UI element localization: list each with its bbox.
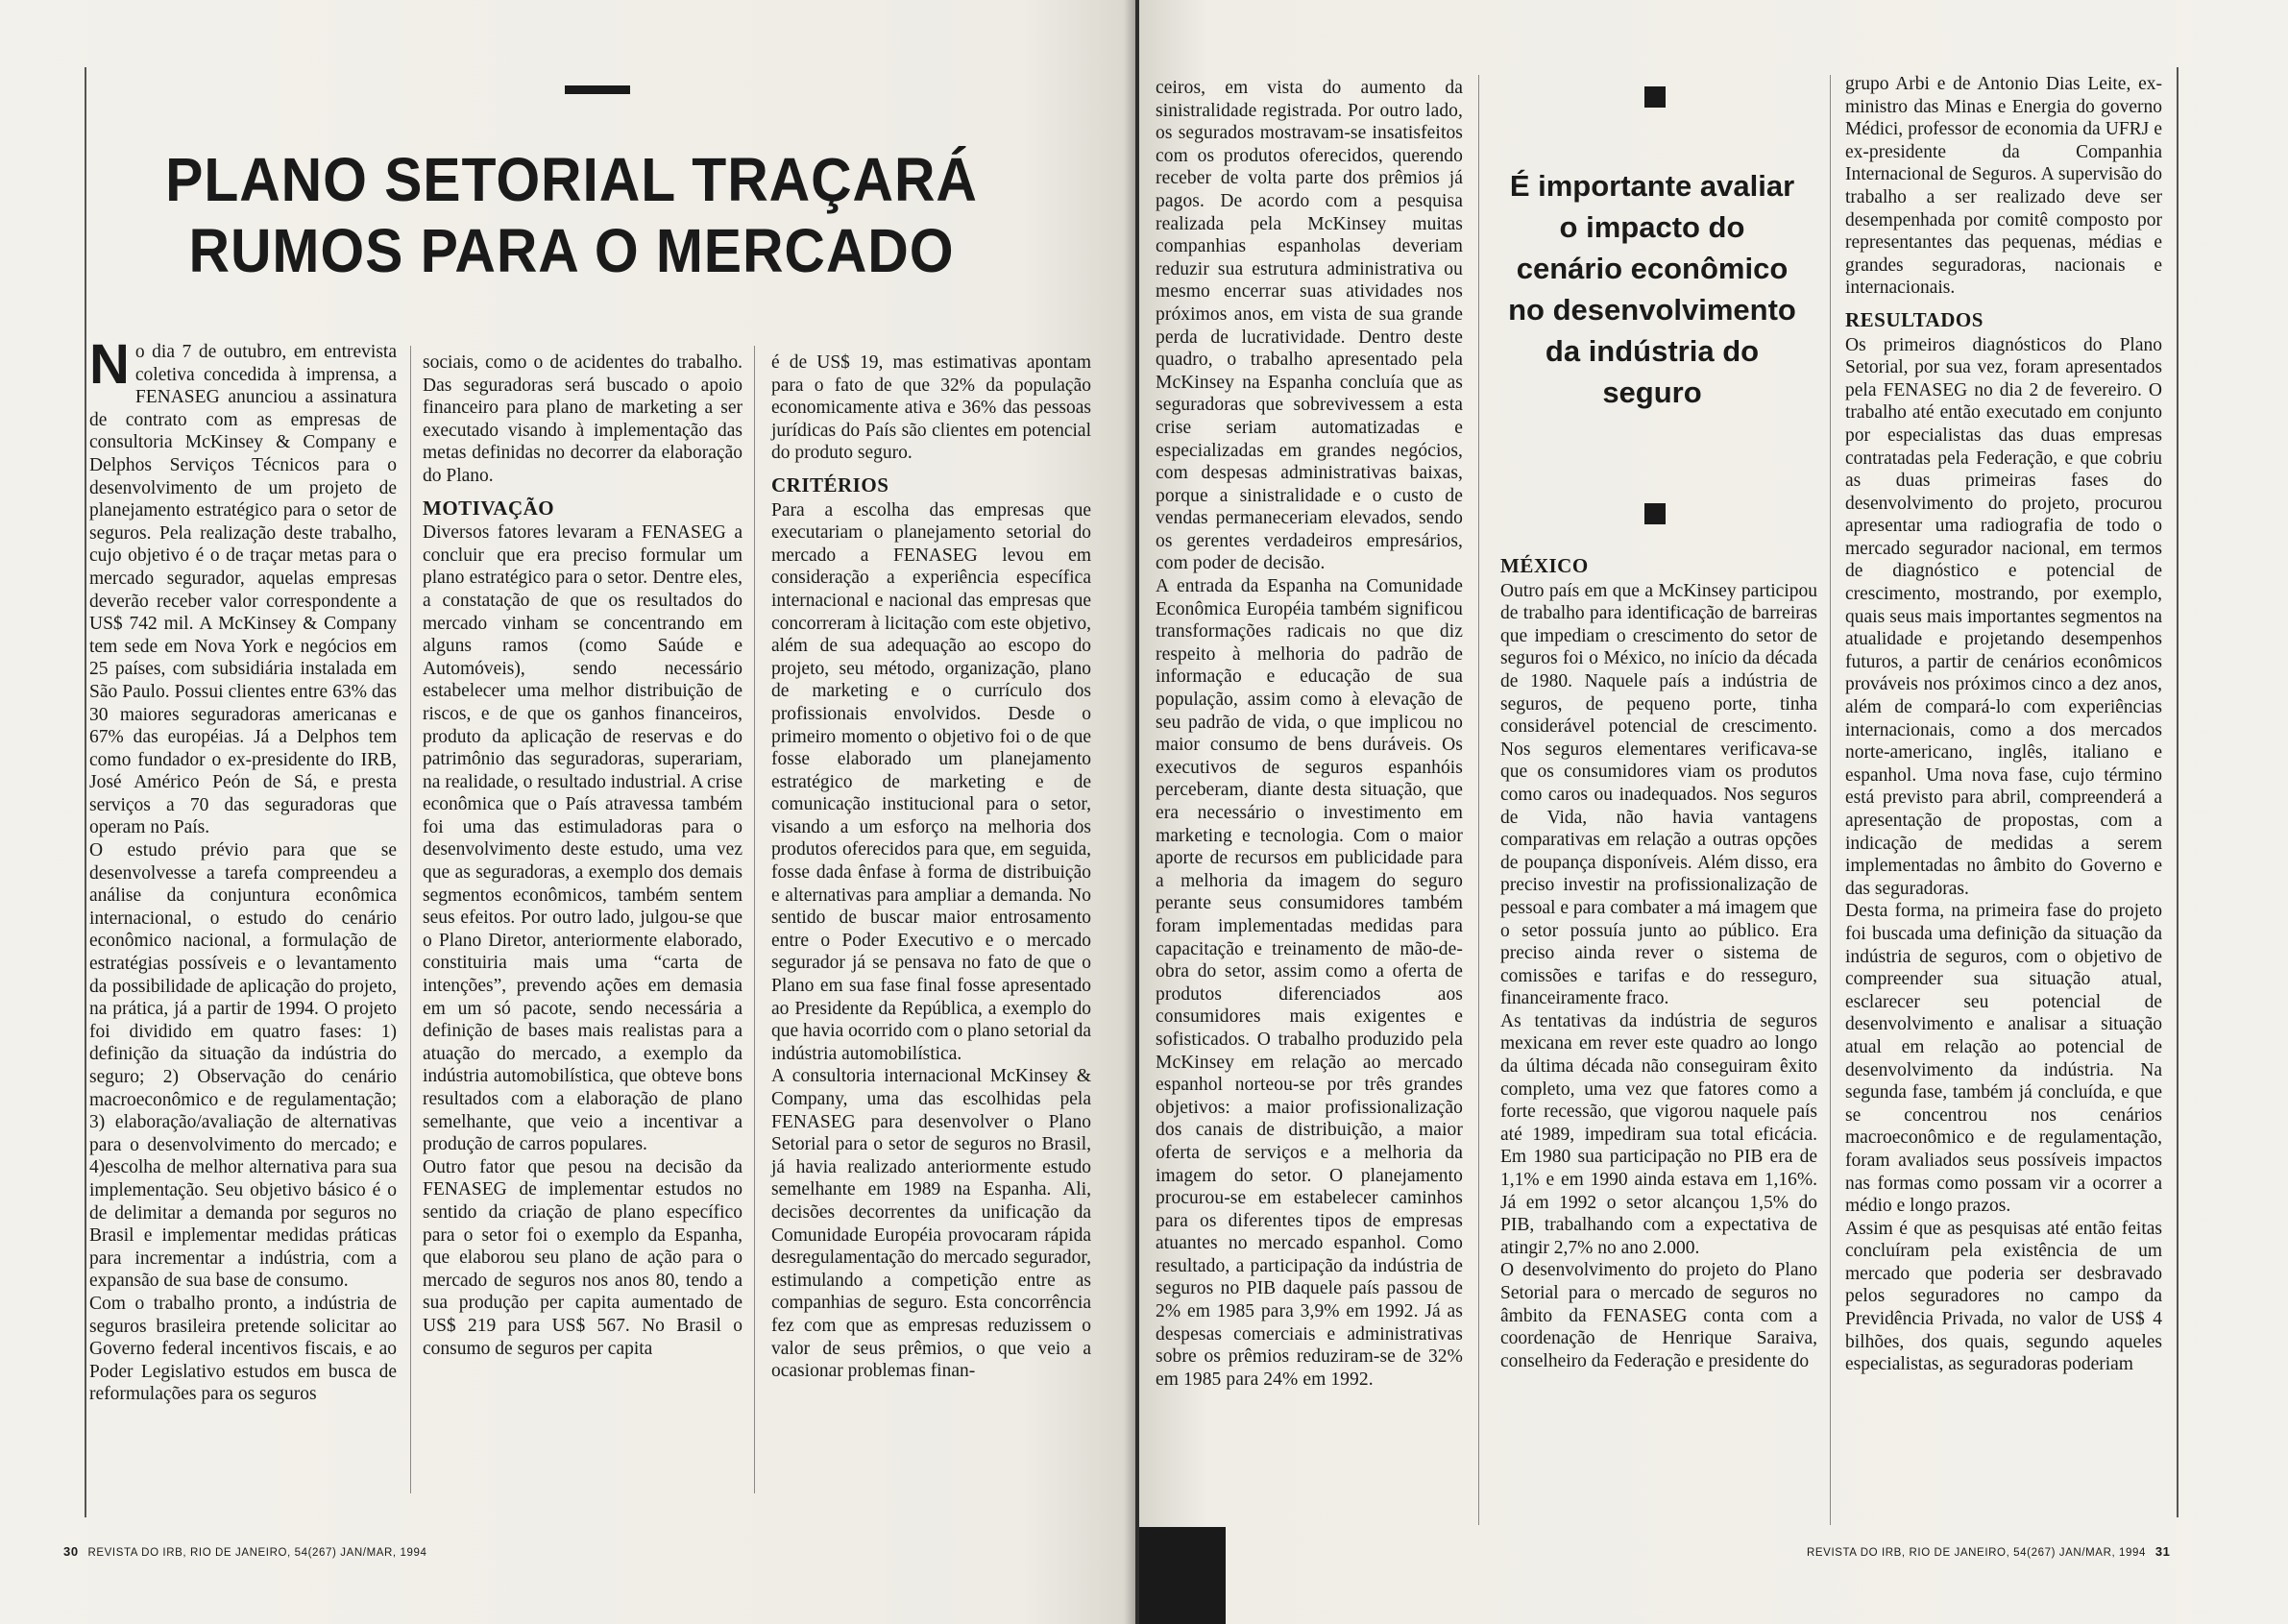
left-column-1 — [89, 333, 397, 1406]
pull-quote: É importante avaliar o impacto do cenário econômico no desenvolvimento da indústria do seguro — [1508, 169, 1796, 409]
column-divider — [754, 346, 755, 1493]
paragraph: Para a escolha das empresas que executariam o planejamento setorial do mercado a FENASEG levou em consideração a experiência específica internacional e nacional das empresas que concorreram à licitação com este objetivo, além de sua adequação ao escopo do projeto, seu método, organização, plano de marketing e o currículo dos profissionais envolvidos. Desde o primeiro momento o objetivo foi o de que fosse elaborado um planejamento estratégico de marketing e de comunicação institucional para o setor, visando a um esforço na melhoria dos produtos oferecidos para que, em seguida, fosse dada ênfase à forma de distribuição e alternativas para ampliar a demanda. No sentido de buscar maior entrosamento entre o Poder Executivo e o mercado segurador já se pensava no fato de que o Plano em sua fase final fosse apresentado ao Presidente da República, a exemplo do que havia ocorrido com o plano setorial da indústria automobilística. — [771, 499, 1092, 1064]
footer-credit: REVISTA DO IRB, RIO DE JANEIRO, 54(267) JAN/MAR, 1994 — [1807, 1547, 2147, 1559]
right-column-1 — [1156, 77, 1463, 1391]
paragraph: grupo Arbi e de Antonio Dias Leite, ex-ministro das Minas e Energia do governo Médici, professor de economia da UFRJ e ex-presidente da Companhia Internacional de Seguros. A supervisão do trabalho a ser realizado deve ser desempenhada por comitê composto por representantes das pequenas, médias e grandes seguradoras, nacionais e internacionais. — [1845, 74, 2162, 299]
left-page — [0, 0, 1135, 1624]
paragraph: Diversos fatores levaram a FENASEG a concluir que era preciso formular um plano estratégico para o setor. Dentre eles, a constatação de que os resultados do mercado vinham se concentrando em alguns ramos (como Saúde e Automóveis), sendo necessário estabelecer uma melhor distribuição de riscos, e de que os ganhos financeiros, produto da aplicação de reservas e do patrimônio das seguradoras, superariam, na realidade, o resultado industrial. A crise econômica que o País atravessa também foi uma das estimuladoras para o desenvolvimento deste estudo, uma vez que as seguradoras, a exemplo dos demais segmentos econômicos, também sentem seus efeitos. Por outro lado, julgou-se que o Plano Diretor, anteriormente elaborado, constituiria mais uma “carta de intenções”, prevendo ações em demasia em um só pacote, sendo necessária a definição de bases mais realistas para a atuação do mercado, a exemplo da indústria automobilística, que obteve bons resultados com a elaboração de plano semelhante, que veio a incentivar a produção de carros populares. — [423, 522, 742, 1155]
column-divider — [1830, 75, 1831, 1525]
column-divider — [410, 346, 411, 1493]
square-bullet-top — [1644, 86, 1666, 108]
paragraph: A entrada da Espanha na Comunidade Econômica Européia também significou transformações radicais no que diz respeito à melhoria do padrão de informação e educação de sua população, assim como à elevação de seu padrão de vida, o que implicou no maior consumo de bens duráveis. Os executivos de seguros espanhóis perceberam, diante desta situação, que era necessário o investimento em marketing e tecnologia. Com o maior aporte de recursos em publicidade para a melhoria da imagem do seguro perante seus consumidores também foram implementadas medidas para capacitação e treinamento de mão-de-obra do setor, assim como a oferta de produtos diferenciados aos consumidores mais exigentes e sofisticados. O trabalho produzido pela McKinsey em relação ao mercado espanhol norteou-se por três grandes objetivos: a maior profissionalização dos canais de distribuição, a maior oferta de serviços e a melhoria da imagem do setor. O planejamento procurou-se em estabelecer caminhos para os diferentes tipos de empresas atuantes no mercado espanhol. Como resultado, a participação da indústria de seguros no PIB daquele país passou de 2% em 1985 para 3,9% em 1992. Já as despesas comerciais e administrativas sobre os prêmios reduziram-se de 32% em 1985 para 24% em 1992. — [1156, 576, 1463, 1390]
paragraph: O desenvolvimento do projeto do Plano Setorial para o mercado de seguros no âmbito da FENASEG conta com a coordenação de Henrique Saraiva, conselheiro da Federação e presidente do — [1500, 1260, 1817, 1371]
right-column-2 — [1500, 555, 1817, 1372]
paragraph: Outro país em que a McKinsey participou de trabalho para identificação de barreiras que impediam o crescimento do setor de seguros foi o México, no início da década de 1980. Naquele país a indústria de seguros, de pequeno porte, tinha considerável potencial de crescimento. Nos seguros elementares verificava-se que os consumidores viam os produtos como caros ou inadequados. Nos seguros de Vida, não havia vantagens comparativas em relação a outras opções de poupança disponíveis. Além disso, era preciso investir na profissionalização de pessoal e para combater a má imagem que o setor possuía junto ao público. Era preciso ainda rever o sistema de comissões e tarifas e do resseguro, financeiramente fraco. — [1500, 580, 1817, 1009]
paragraph: é de US$ 19, mas estimativas apontam para o fato de que 32% da população economicamente ativa e 36% das pessoas jurídicas do País são clientes em potencial do produto seguro. — [771, 352, 1091, 464]
paragraph: Assim é que as pesquisas até então feitas concluíram pela existência de um mercado que poderia ser desbravado pelos seguradores no campo da Previdência Privada, no valor de US$ 4 bilhões, dos quais, segundo aqueles especialistas, as seguradoras poderiam — [1845, 1218, 2162, 1375]
paragraph: Os primeiros diagnósticos do Plano Setorial, por sua vez, foram apresentados pela FENASEG no dia 2 de fevereiro. O trabalho até então executado em conjunto por especialistas das duas empresas contratadas pela Federação, e que cobriu as duas primeiras fases do desenvolvimento do projeto, procurou apresentar uma radiografia de todo o mercado segurador nacional, em termos de diagnóstico e potencial de crescimento, mostrando, por exemplo, quais seus mais importantes segmentos na atualidade e projetando desempenhos futuros, a partir de cenários econômicos prováveis nos próximos cinco a dez anos, além de compará-lo com experiências internacionais, como a dos mercados norte-americano, inglês, italiano e espanhol. Uma nova fase, cujo término está previsto para abril, compreenderá a apresentação de propostas, com a indicação de medidas a serem implementadas no âmbito do Governo e das seguradoras. — [1845, 334, 2162, 899]
dropcap: N — [89, 333, 130, 396]
paragraph: O estudo prévio para que se desenvolvesse a tarefa compreendeu a análise da conjuntura econômica internacional, o estudo do cenário econômico nacional, a formulação de estratégias possíveis e o levantamento da possibilidade de aplicação do projeto, na prática, já a partir de 1994. O projeto foi dividido em quatro fases: 1) definição da situação da indústria do seguro; 2) Observação do cenário macroeconômico e de regulamentação; 3) elaboração/avaliação de alternativas para o desenvolvimento do mercado; e 4)escolha de melhor alternativa para sua implementação. Seu objetivo básico é o de delimitar a demanda por seguros no Brasil e implementar medidas práticas para incrementar a indústria, com a expansão de sua base de consumo. — [89, 840, 397, 1292]
paragraph: Desta forma, na primeira fase do projeto foi buscada uma definição da situação da indústria de seguros, com o objetivo de compreender sua situação atual, esclarecer seu potencial de desenvolvimento e analisar a situação atual em relação ao potencial de desenvolvimento da indústria. Na segunda fase, também já concluída, e que se concentrou nos cenários macroeconômico e de regulamentação, foram avaliados seus possíveis impactos nas formas como possam vir a ocorrer a médio e longo prazos. — [1845, 901, 2162, 1217]
paragraph: Com o trabalho pronto, a indústria de seguros brasileira pretende solicitar ao Governo federal incentivos fiscais, e ao Poder Legislativo estudos em busca de reformulações para os seguros — [89, 1293, 397, 1405]
page-left-border — [85, 67, 86, 1517]
footer-credit: REVISTA DO IRB, RIO DE JANEIRO, 54(267) JAN/MAR, 1994 — [87, 1547, 427, 1559]
page-number: 31 — [2154, 1544, 2171, 1559]
headline-bar — [565, 85, 630, 94]
page-right-border — [2177, 67, 2178, 1517]
section-heading-motivacao: MOTIVAÇÃO — [423, 496, 555, 520]
scan-shadow — [1139, 1527, 1226, 1624]
paragraph: sociais, como o de acidentes do trabalho. Das seguradoras será buscado o apoio financeiro para plano de marketing a ser executado visando à implementação das metas definidas no decorrer da elaboração do Plano. — [423, 352, 742, 486]
section-heading-criterios: CRITÉRIOS — [771, 473, 889, 497]
section-heading-mexico: MÉXICO — [1500, 554, 1589, 577]
right-page — [1139, 0, 2288, 1624]
page-number: 30 — [63, 1544, 79, 1559]
paragraph: o dia 7 de outubro, em entrevista coletiva concedida à imprensa, a FENASEG anunciou a assinatura de contrato com as empresas de consultoria McKinsey & Company e Delphos Serviços Técnicos para o desenvolvimento de um projeto de planejamento estratégico para o setor de seguros. Pela realização deste trabalho, cujo objetivo é o de traçar metas para o mercado segurador, aquelas empresas deverão receber valor correspondente a US$ 742 mil. A McKinsey & Company tem sede em Nova York e negócios em 25 países, com subsidiária instalada em São Paulo. Possui clientes entre 63% das 30 maiores seguradoras americanas e 67% das européias. Já a Delphos tem como fundador o ex-presidente do IRB, José Américo Peón de Sá, e presta serviços a 70 das seguradoras que operam no País. — [89, 342, 397, 838]
paragraph: Outro fator que pesou na decisão da FENASEG de implementar estudos no sentido da criação de plano específico para o setor foi o exemplo da Espanha, que elaborou seu plano de ação para o mercado de seguros nos anos 80, tendo a sua produção per capita aumentado de US$ 219 para US$ 567. No Brasil o consumo de seguros per capita — [423, 1156, 742, 1359]
right-column-3 — [1845, 73, 2162, 1376]
column-divider — [1478, 75, 1479, 1525]
left-column-2 — [423, 351, 742, 1360]
section-heading-resultados: RESULTADOS — [1845, 307, 1984, 331]
square-bullet-bottom — [1644, 503, 1666, 524]
footer-left — [63, 1544, 427, 1559]
left-column-3 — [771, 351, 1091, 1383]
headline: PLANO SETORIAL TRAÇARÁ RUMOS PARA O MERCADO — [165, 145, 978, 285]
paragraph: ceiros, em vista do aumento da sinistralidade registrada. Por outro lado, os segurados mostravam-se insatisfeitos com os produtos oferecidos, querendo receber de volta parte dos prêmios já pagos. De acordo com a pesquisa realizada pela McKinsey muitas companhias espanholas deveriam reduzir sua estrutura administrativa ou mesmo encerrar suas atividades nos próximos anos, em vista de sua grande perda de lucratividade. Dentro deste quadro, o trabalho apresentado pela McKinsey na Espanha concluía que as seguradoras que sobrevivessem a esta crise seriam automatizadas e especializadas em grandes negócios, com despesas administrativas baixas, porque a sinistralidade e o custo de vendas permaneceriam elevados, sendo os gerentes verdadeiros empresários, com poder de decisão. — [1156, 78, 1463, 574]
paragraph: A consultoria internacional McKinsey & Company, uma das escolhidas pela FENASEG para desenvolver o Plano Setorial para o setor de seguros no Brasil, já havia realizado anteriormente estudo semelhante em 1989 na Espanha. Ali, decisões decorrentes da unificação da Comunidade Européia provocaram rápida desregulamentação do mercado segurador, estimulando a competição entre as companhias de seguro. Esta concorrência fez com que as empresas reduzissem o valor de seus prêmios, o que veio a ocasionar problemas finan- — [771, 1066, 1091, 1382]
paragraph: As tentativas da indústria de seguros mexicana em rever este quadro ao longo da última década não conseguiram êxito completo, uma vez que fatores como a forte recessão, que vigorou naquele país até 1989, impediram sua total eficácia. Em 1980 sua participação no PIB era de 1,1% e em 1990 ainda estava em 1,16%. Já em 1992 o setor alcançou 1,5% do PIB, trabalhando com a expectativa de atingir 2,7% no ano 2.000. — [1500, 1010, 1817, 1258]
footer-right — [1807, 1544, 2171, 1559]
